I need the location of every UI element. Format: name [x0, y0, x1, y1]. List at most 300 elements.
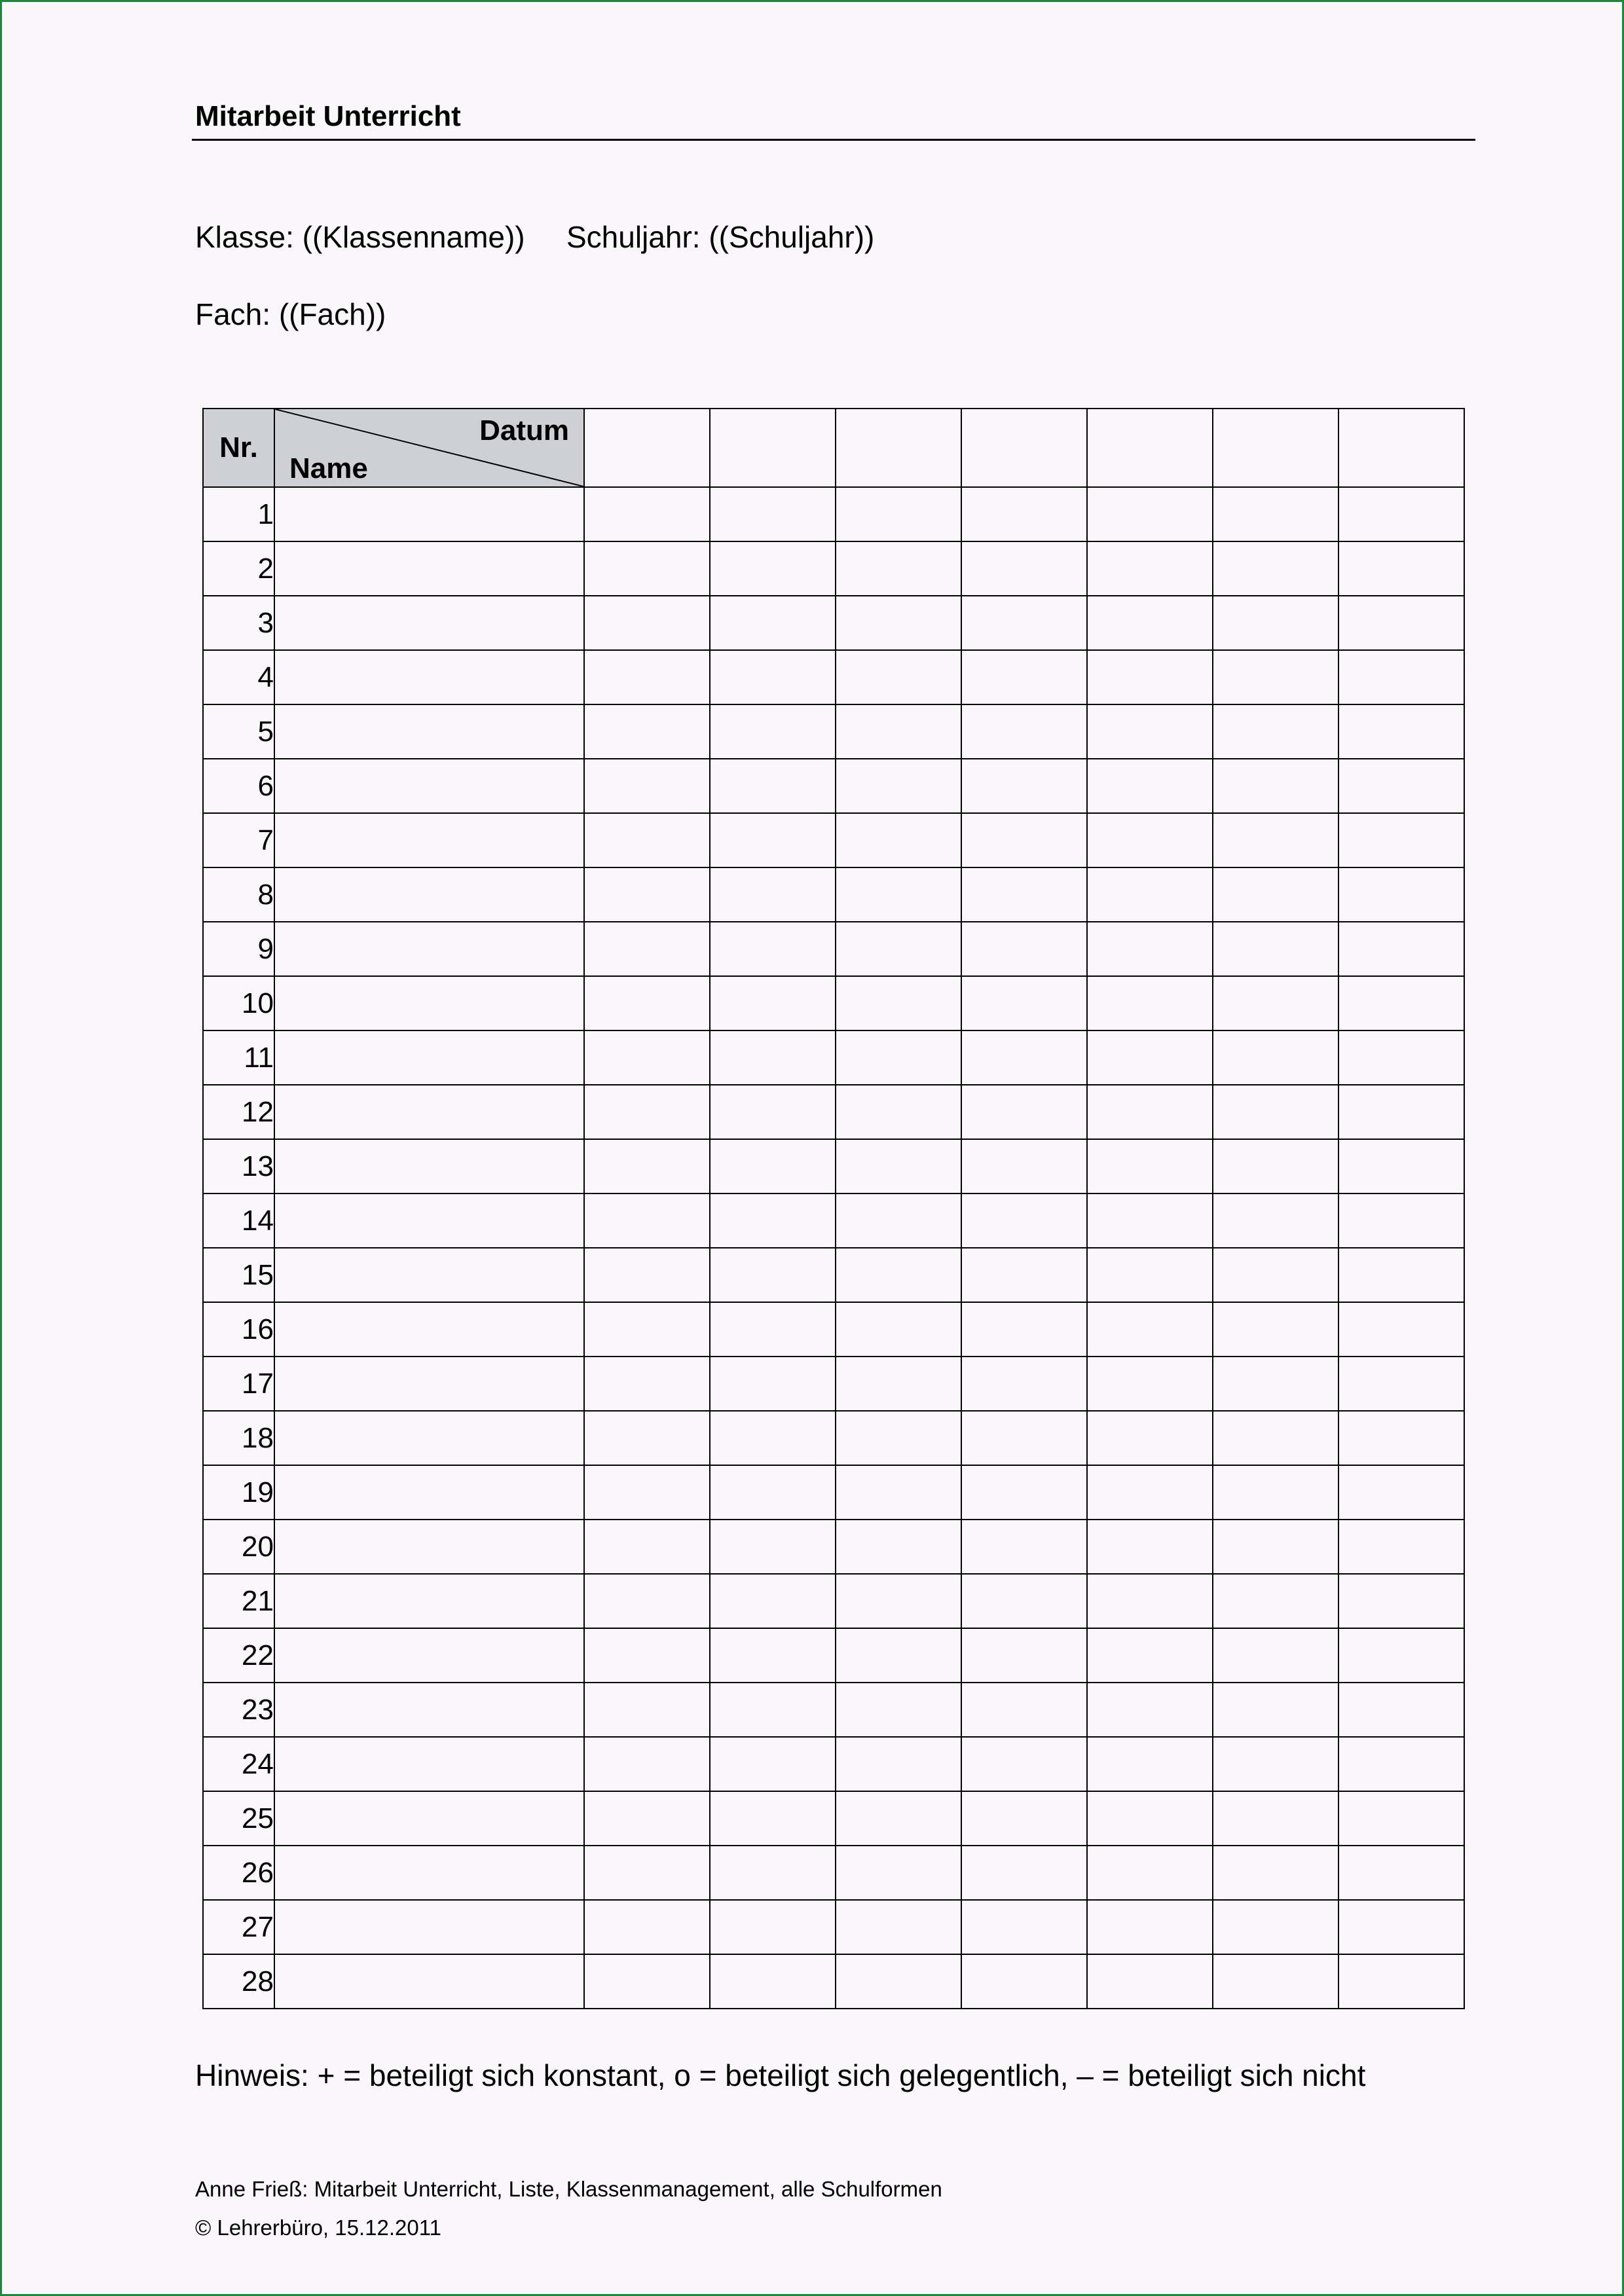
mark-cell[interactable] — [1213, 1085, 1338, 1139]
mark-cell[interactable] — [710, 1900, 836, 1954]
mark-cell[interactable] — [836, 867, 961, 922]
table-row — [203, 1139, 1464, 1194]
row-number: 21 — [203, 1574, 274, 1628]
row-number: 20 — [203, 1520, 274, 1574]
table-row — [203, 1411, 1464, 1465]
table-row — [203, 1520, 1464, 1574]
mark-cell[interactable] — [1338, 1954, 1464, 2009]
mark-cell[interactable] — [836, 1302, 961, 1357]
student-name-cell[interactable] — [274, 976, 584, 1030]
mark-cell[interactable] — [836, 1737, 961, 1791]
participation-table — [202, 408, 1465, 2009]
mark-cell[interactable] — [961, 704, 1087, 759]
mark-cell[interactable] — [584, 650, 710, 704]
table-row — [203, 813, 1464, 867]
mark-cell[interactable] — [1087, 1357, 1213, 1411]
student-name-cell[interactable] — [274, 1900, 584, 1954]
table-row — [203, 1302, 1464, 1357]
mark-cell[interactable] — [836, 650, 961, 704]
mark-cell[interactable] — [836, 1574, 961, 1628]
mark-cell[interactable] — [1338, 1683, 1464, 1737]
mark-cell[interactable] — [584, 759, 710, 813]
mark-cell[interactable] — [836, 541, 961, 596]
mark-cell[interactable] — [961, 650, 1087, 704]
mark-cell[interactable] — [961, 1465, 1087, 1520]
table-row — [203, 1737, 1464, 1791]
mark-cell[interactable] — [1213, 704, 1338, 759]
table-row — [203, 1357, 1464, 1411]
mark-cell[interactable] — [836, 1357, 961, 1411]
row-number: 11 — [203, 1030, 274, 1085]
table-row — [203, 1846, 1464, 1900]
student-name-cell[interactable] — [274, 1791, 584, 1846]
mark-cell[interactable] — [1087, 976, 1213, 1030]
header-name: Name — [289, 452, 368, 484]
mark-cell[interactable] — [1213, 1411, 1338, 1465]
mark-cell[interactable] — [836, 1628, 961, 1683]
header-date-cell[interactable] — [710, 409, 836, 487]
mark-cell[interactable] — [1338, 976, 1464, 1030]
mark-cell[interactable] — [836, 1520, 961, 1574]
header-date-cell[interactable] — [1338, 409, 1464, 487]
mark-cell[interactable] — [710, 704, 836, 759]
row-number: 17 — [203, 1357, 274, 1411]
student-name-cell[interactable] — [274, 704, 584, 759]
mark-cell[interactable] — [1338, 1411, 1464, 1465]
mark-cell[interactable] — [1087, 1954, 1213, 2009]
mark-cell[interactable] — [1087, 1302, 1213, 1357]
mark-cell[interactable] — [710, 1030, 836, 1085]
table-row — [203, 922, 1464, 976]
mark-cell[interactable] — [1213, 1900, 1338, 1954]
mark-cell[interactable] — [961, 1194, 1087, 1248]
mark-cell[interactable] — [710, 1465, 836, 1520]
mark-cell[interactable] — [961, 867, 1087, 922]
mark-cell[interactable] — [1087, 1411, 1213, 1465]
mark-cell[interactable] — [710, 1411, 836, 1465]
mark-cell[interactable] — [584, 1574, 710, 1628]
document-title: Mitarbeit Unterricht — [195, 100, 461, 132]
student-name-cell[interactable] — [274, 1085, 584, 1139]
mark-cell[interactable] — [1087, 650, 1213, 704]
mark-cell[interactable] — [584, 1465, 710, 1520]
mark-cell[interactable] — [961, 1628, 1087, 1683]
mark-cell[interactable] — [710, 1737, 836, 1791]
mark-cell[interactable] — [1213, 1846, 1338, 1900]
mark-cell[interactable] — [836, 596, 961, 650]
row-number: 25 — [203, 1791, 274, 1846]
student-name-cell[interactable] — [274, 1465, 584, 1520]
mark-cell[interactable] — [961, 596, 1087, 650]
student-name-cell[interactable] — [274, 1030, 584, 1085]
mark-cell[interactable] — [1213, 813, 1338, 867]
mark-cell[interactable] — [961, 759, 1087, 813]
mark-cell[interactable] — [710, 813, 836, 867]
mark-cell[interactable] — [1087, 1248, 1213, 1302]
row-number: 5 — [203, 704, 274, 759]
mark-cell[interactable] — [1213, 1791, 1338, 1846]
header-date-cell[interactable] — [1213, 409, 1338, 487]
row-number: 12 — [203, 1085, 274, 1139]
mark-cell[interactable] — [584, 1846, 710, 1900]
mark-cell[interactable] — [710, 650, 836, 704]
mark-cell[interactable] — [1213, 1954, 1338, 2009]
mark-cell[interactable] — [1087, 596, 1213, 650]
mark-cell[interactable] — [1338, 487, 1464, 541]
mark-cell[interactable] — [961, 1030, 1087, 1085]
schuljahr-field: Schuljahr: ((Schuljahr)) — [566, 220, 875, 254]
mark-cell[interactable] — [1087, 1085, 1213, 1139]
mark-cell[interactable] — [836, 1411, 961, 1465]
mark-cell[interactable] — [961, 922, 1087, 976]
mark-cell[interactable] — [1213, 541, 1338, 596]
mark-cell[interactable] — [584, 1030, 710, 1085]
student-name-cell[interactable] — [274, 1411, 584, 1465]
mark-cell[interactable] — [836, 1465, 961, 1520]
mark-cell[interactable] — [961, 976, 1087, 1030]
mark-cell[interactable] — [710, 596, 836, 650]
mark-cell[interactable] — [584, 1411, 710, 1465]
mark-cell[interactable] — [584, 1139, 710, 1194]
mark-cell[interactable] — [584, 487, 710, 541]
mark-cell[interactable] — [1338, 1085, 1464, 1139]
mark-cell[interactable] — [1338, 1194, 1464, 1248]
table-header-row — [203, 409, 1464, 487]
mark-cell[interactable] — [961, 541, 1087, 596]
row-number: 18 — [203, 1411, 274, 1465]
mark-cell[interactable] — [1338, 704, 1464, 759]
mark-cell[interactable] — [1213, 976, 1338, 1030]
mark-cell[interactable] — [836, 704, 961, 759]
row-number: 23 — [203, 1683, 274, 1737]
mark-cell[interactable] — [1338, 1628, 1464, 1683]
mark-cell[interactable] — [1213, 759, 1338, 813]
mark-cell[interactable] — [1213, 1683, 1338, 1737]
mark-cell[interactable] — [584, 1628, 710, 1683]
row-number: 1 — [203, 487, 274, 541]
mark-cell[interactable] — [1087, 1574, 1213, 1628]
mark-cell[interactable] — [710, 976, 836, 1030]
table-row — [203, 704, 1464, 759]
mark-cell[interactable] — [1338, 1302, 1464, 1357]
title-divider — [192, 139, 1475, 141]
student-name-cell[interactable] — [274, 813, 584, 867]
mark-cell[interactable] — [710, 759, 836, 813]
mark-cell[interactable] — [1338, 813, 1464, 867]
table-row — [203, 976, 1464, 1030]
row-number: 9 — [203, 922, 274, 976]
mark-cell[interactable] — [584, 596, 710, 650]
mark-cell[interactable] — [1338, 1520, 1464, 1574]
mark-cell[interactable] — [961, 1900, 1087, 1954]
mark-cell[interactable] — [1087, 813, 1213, 867]
mark-cell[interactable] — [1087, 759, 1213, 813]
mark-cell[interactable] — [961, 1357, 1087, 1411]
mark-cell[interactable] — [1087, 1628, 1213, 1683]
mark-cell[interactable] — [1087, 1139, 1213, 1194]
mark-cell[interactable] — [1338, 867, 1464, 922]
mark-cell[interactable] — [1087, 1194, 1213, 1248]
mark-cell[interactable] — [836, 1030, 961, 1085]
mark-cell[interactable] — [1213, 1248, 1338, 1302]
mark-cell[interactable] — [961, 1846, 1087, 1900]
row-number: 8 — [203, 867, 274, 922]
header-date-cell[interactable] — [584, 409, 710, 487]
row-number: 4 — [203, 650, 274, 704]
mark-cell[interactable] — [1087, 1520, 1213, 1574]
mark-cell[interactable] — [1087, 704, 1213, 759]
mark-cell[interactable] — [1338, 1846, 1464, 1900]
table-row — [203, 1628, 1464, 1683]
mark-cell[interactable] — [1213, 1465, 1338, 1520]
mark-cell[interactable] — [1213, 650, 1338, 704]
student-name-cell[interactable] — [274, 650, 584, 704]
row-number: 24 — [203, 1737, 274, 1791]
mark-cell[interactable] — [1338, 922, 1464, 976]
mark-cell[interactable] — [1213, 1302, 1338, 1357]
student-name-cell[interactable] — [274, 1357, 584, 1411]
mark-cell[interactable] — [710, 1791, 836, 1846]
footer-author: Anne Frieß: Mitarbeit Unterricht, Liste, Klassenmanagement, alle Schulformen — [195, 2177, 942, 2201]
row-number: 2 — [203, 541, 274, 596]
table-row — [203, 1248, 1464, 1302]
mark-cell[interactable] — [1338, 596, 1464, 650]
mark-cell[interactable] — [1338, 1465, 1464, 1520]
student-name-cell[interactable] — [274, 922, 584, 976]
mark-cell[interactable] — [584, 922, 710, 976]
mark-cell[interactable] — [961, 1139, 1087, 1194]
row-number: 15 — [203, 1248, 274, 1302]
mark-cell[interactable] — [1087, 922, 1213, 976]
mark-cell[interactable] — [710, 1954, 836, 2009]
mark-cell[interactable] — [1213, 1574, 1338, 1628]
mark-cell[interactable] — [1213, 1520, 1338, 1574]
mark-cell[interactable] — [1338, 1357, 1464, 1411]
table-row — [203, 1791, 1464, 1846]
mark-cell[interactable] — [584, 1791, 710, 1846]
mark-cell[interactable] — [584, 1248, 710, 1302]
table-row — [203, 1900, 1464, 1954]
mark-cell[interactable] — [836, 1085, 961, 1139]
mark-cell[interactable] — [961, 487, 1087, 541]
mark-cell[interactable] — [961, 1737, 1087, 1791]
row-number: 16 — [203, 1302, 274, 1357]
mark-cell[interactable] — [836, 1139, 961, 1194]
mark-cell[interactable] — [1087, 1465, 1213, 1520]
mark-cell[interactable] — [1338, 1139, 1464, 1194]
student-name-cell[interactable] — [274, 1846, 584, 1900]
mark-cell[interactable] — [836, 759, 961, 813]
mark-cell[interactable] — [1338, 1791, 1464, 1846]
mark-cell[interactable] — [1338, 541, 1464, 596]
mark-cell[interactable] — [584, 1954, 710, 2009]
mark-cell[interactable] — [1338, 1030, 1464, 1085]
mark-cell[interactable] — [836, 1248, 961, 1302]
table-row — [203, 1194, 1464, 1248]
footer-copyright: © Lehrerbüro, 15.12.2011 — [195, 2215, 441, 2240]
mark-cell[interactable] — [584, 1520, 710, 1574]
mark-cell[interactable] — [836, 813, 961, 867]
mark-cell[interactable] — [1087, 541, 1213, 596]
header-date-cell[interactable] — [1087, 409, 1213, 487]
row-number: 14 — [203, 1194, 274, 1248]
fach-field: Fach: ((Fach)) — [195, 297, 386, 331]
row-number: 22 — [203, 1628, 274, 1683]
mark-cell[interactable] — [1213, 867, 1338, 922]
mark-cell[interactable] — [961, 813, 1087, 867]
student-name-cell[interactable] — [274, 759, 584, 813]
student-name-cell[interactable] — [274, 1683, 584, 1737]
mark-cell[interactable] — [1087, 1683, 1213, 1737]
mark-cell[interactable] — [1087, 487, 1213, 541]
student-name-cell[interactable] — [274, 1139, 584, 1194]
table-row — [203, 1465, 1464, 1520]
row-number: 7 — [203, 813, 274, 867]
row-number: 26 — [203, 1846, 274, 1900]
mark-cell[interactable] — [1338, 1574, 1464, 1628]
table-row — [203, 596, 1464, 650]
row-number: 19 — [203, 1465, 274, 1520]
mark-cell[interactable] — [961, 1411, 1087, 1465]
mark-cell[interactable] — [710, 1628, 836, 1683]
mark-cell[interactable] — [584, 1302, 710, 1357]
mark-cell[interactable] — [710, 487, 836, 541]
mark-cell[interactable] — [584, 1357, 710, 1411]
mark-cell[interactable] — [710, 1846, 836, 1900]
student-name-cell[interactable] — [274, 1248, 584, 1302]
table-row — [203, 487, 1464, 541]
mark-cell[interactable] — [961, 1683, 1087, 1737]
table-row — [203, 1030, 1464, 1085]
mark-cell[interactable] — [1087, 1900, 1213, 1954]
mark-cell[interactable] — [1213, 1357, 1338, 1411]
mark-cell[interactable] — [584, 976, 710, 1030]
mark-cell[interactable] — [961, 1085, 1087, 1139]
mark-cell[interactable] — [836, 1791, 961, 1846]
header-date-cell[interactable] — [961, 409, 1087, 487]
student-name-cell[interactable] — [274, 1574, 584, 1628]
student-name-cell[interactable] — [274, 1302, 584, 1357]
mark-cell[interactable] — [836, 1846, 961, 1900]
mark-cell[interactable] — [1087, 1737, 1213, 1791]
table-row — [203, 759, 1464, 813]
header-name-datum — [274, 409, 584, 487]
mark-cell[interactable] — [710, 1683, 836, 1737]
student-name-cell[interactable] — [274, 1737, 584, 1791]
row-number: 27 — [203, 1900, 274, 1954]
mark-cell[interactable] — [961, 1248, 1087, 1302]
mark-cell[interactable] — [836, 976, 961, 1030]
mark-cell[interactable] — [710, 867, 836, 922]
student-name-cell[interactable] — [274, 1954, 584, 2009]
mark-cell[interactable] — [710, 1574, 836, 1628]
mark-cell[interactable] — [1087, 1030, 1213, 1085]
mark-cell[interactable] — [961, 1954, 1087, 2009]
legend-note: Hinweis: + = beteiligt sich konstant, o = beteiligt sich gelegentlich, – = beteiligt sich nicht — [195, 2058, 1366, 2092]
mark-cell[interactable] — [1213, 1030, 1338, 1085]
student-name-cell[interactable] — [274, 1628, 584, 1683]
header-datum: Datum — [479, 414, 569, 446]
mark-cell[interactable] — [1338, 1900, 1464, 1954]
mark-cell[interactable] — [710, 541, 836, 596]
row-number: 28 — [203, 1954, 274, 2009]
student-name-cell[interactable] — [274, 867, 584, 922]
mark-cell[interactable] — [584, 867, 710, 922]
mark-cell[interactable] — [584, 813, 710, 867]
mark-cell[interactable] — [1338, 1737, 1464, 1791]
row-number: 6 — [203, 759, 274, 813]
header-date-cell[interactable] — [836, 409, 961, 487]
mark-cell[interactable] — [1338, 1248, 1464, 1302]
mark-cell[interactable] — [584, 1737, 710, 1791]
mark-cell[interactable] — [584, 1085, 710, 1139]
mark-cell[interactable] — [1087, 1846, 1213, 1900]
mark-cell[interactable] — [710, 1520, 836, 1574]
mark-cell[interactable] — [961, 1791, 1087, 1846]
mark-cell[interactable] — [1213, 922, 1338, 976]
row-number: 10 — [203, 976, 274, 1030]
table-row — [203, 1954, 1464, 2009]
mark-cell[interactable] — [836, 487, 961, 541]
mark-cell[interactable] — [836, 1954, 961, 2009]
mark-cell[interactable] — [1338, 650, 1464, 704]
mark-cell[interactable] — [836, 1900, 961, 1954]
table-row — [203, 1085, 1464, 1139]
mark-cell[interactable] — [836, 922, 961, 976]
mark-cell[interactable] — [584, 1683, 710, 1737]
mark-cell[interactable] — [961, 1574, 1087, 1628]
mark-cell[interactable] — [836, 1683, 961, 1737]
mark-cell[interactable] — [584, 704, 710, 759]
klasse-field: Klasse: ((Klassenname)) — [195, 220, 525, 254]
mark-cell[interactable] — [1213, 1194, 1338, 1248]
student-name-cell[interactable] — [274, 596, 584, 650]
mark-cell[interactable] — [584, 541, 710, 596]
table-row — [203, 867, 1464, 922]
row-number: 13 — [203, 1139, 274, 1194]
table-row — [203, 541, 1464, 596]
row-number: 3 — [203, 596, 274, 650]
table-row — [203, 650, 1464, 704]
table-row — [203, 1683, 1464, 1737]
mark-cell[interactable] — [1338, 759, 1464, 813]
mark-cell[interactable] — [1213, 487, 1338, 541]
header-nr: Nr. — [203, 409, 274, 487]
mark-cell[interactable] — [584, 1900, 710, 1954]
mark-cell[interactable] — [1087, 1791, 1213, 1846]
student-name-cell[interactable] — [274, 1194, 584, 1248]
student-name-cell[interactable] — [274, 1520, 584, 1574]
mark-cell[interactable] — [1087, 867, 1213, 922]
mark-cell[interactable] — [961, 1520, 1087, 1574]
mark-cell[interactable] — [1213, 1139, 1338, 1194]
mark-cell[interactable] — [710, 1357, 836, 1411]
mark-cell[interactable] — [710, 1302, 836, 1357]
mark-cell[interactable] — [584, 1194, 710, 1248]
student-name-cell[interactable] — [274, 487, 584, 541]
mark-cell[interactable] — [1213, 596, 1338, 650]
mark-cell[interactable] — [710, 1139, 836, 1194]
mark-cell[interactable] — [710, 1248, 836, 1302]
mark-cell[interactable] — [1213, 1737, 1338, 1791]
mark-cell[interactable] — [1213, 1628, 1338, 1683]
mark-cell[interactable] — [710, 1085, 836, 1139]
student-name-cell[interactable] — [274, 541, 584, 596]
mark-cell[interactable] — [710, 1194, 836, 1248]
mark-cell[interactable] — [710, 922, 836, 976]
mark-cell[interactable] — [836, 1194, 961, 1248]
mark-cell[interactable] — [961, 1302, 1087, 1357]
